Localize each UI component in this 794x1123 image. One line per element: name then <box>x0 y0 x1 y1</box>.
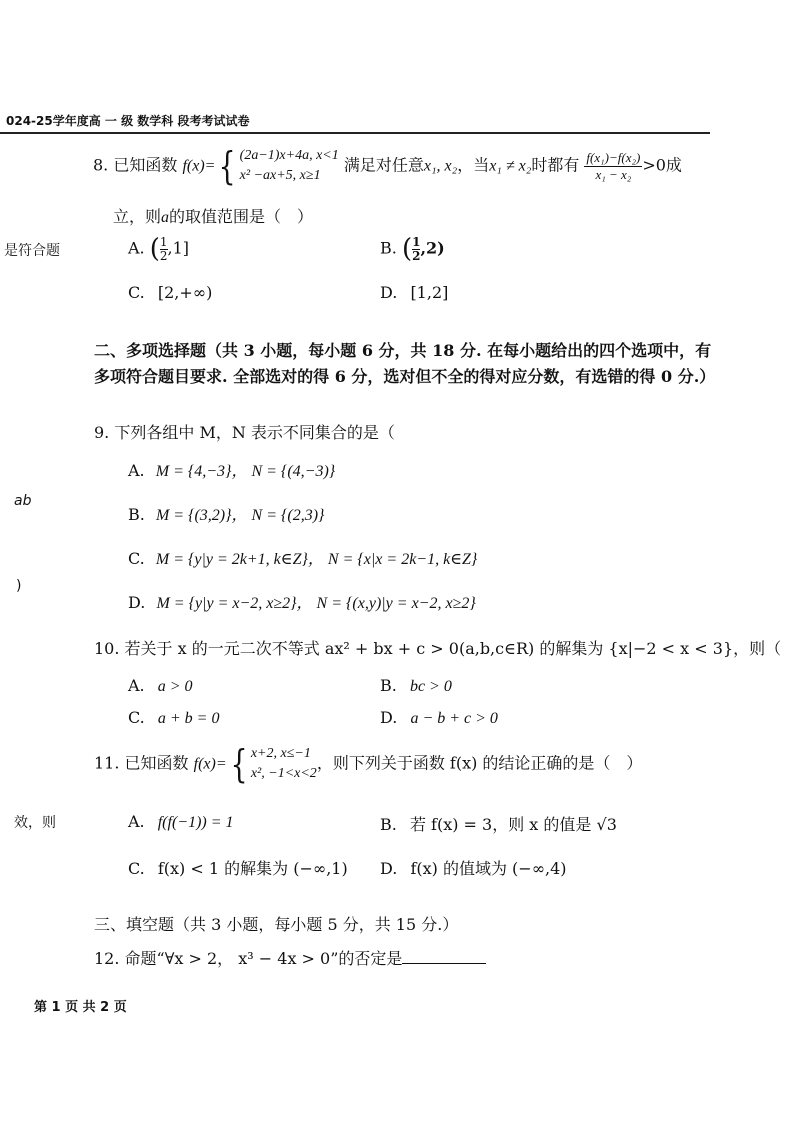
q8-option-d <box>380 283 448 302</box>
q11-text-b: ，则下列关于函数 f(x) 的结论正确的是（ ） <box>316 753 643 773</box>
q8-option-a-label: A. <box>128 238 145 258</box>
q9-option-d-text: M = {y|y = x−2, x≥2}， N = {(x,y)|y = x−2, x≥2} <box>156 595 476 612</box>
section-2-line-1: 二、多项选择题（共 3 小题，每小题 6 分，共 18 分. 在每小题给出的四个选项中，有 <box>94 341 712 360</box>
q8-option-b <box>380 234 445 264</box>
q11-number: 11. <box>94 753 120 773</box>
q8-option-a <box>128 234 189 264</box>
q8-line-2 <box>113 204 313 227</box>
q9-text: 下列各组中 M，N 表示不同集合的是（ <box>114 423 411 442</box>
q10-text: 若关于 x 的一元二次不等式 ax² + bx + c > 0(a,b,c∈R) 的解集为 {x|−2 < x < 3}，则（ <box>124 639 782 658</box>
q9-option-c-label: C. <box>128 549 145 568</box>
q9-option-a-text: M = {4,−3}， N = {(4,−3)} <box>155 463 336 480</box>
question-9 <box>94 420 411 443</box>
q11-case-2: x², −1<x<2 <box>250 766 317 781</box>
q9-option-d-label: D. <box>128 593 146 612</box>
q10-option-a <box>128 676 193 696</box>
q11-option-b <box>380 812 617 835</box>
q11-option-a <box>128 812 234 832</box>
q11-option-c-text: f(x) < 1 的解集为 (−∞,1) <box>157 859 348 878</box>
q8-cond: x₁ ≠ x₂ <box>489 157 532 175</box>
q8-fraction <box>584 150 642 183</box>
q9-option-b-text: M = {(3,2)}， N = {(2,3)} <box>155 507 325 524</box>
question-12 <box>94 946 486 969</box>
q8-option-b-num: 1 <box>412 234 421 249</box>
q10-option-c <box>128 708 219 728</box>
q10-option-a-text: a > 0 <box>157 678 193 695</box>
q8-option-d-label: D. <box>380 283 398 302</box>
q12-answer-blank[interactable] <box>402 949 486 964</box>
question-10 <box>94 636 781 659</box>
q8-option-c-label: C. <box>128 283 145 302</box>
q8-line2-end: 的取值范围是（ ） <box>169 207 314 226</box>
q10-option-c-text: a + b = 0 <box>157 710 220 727</box>
q11-option-d-text: f(x) 的值域为 (−∞,4) <box>410 859 567 878</box>
q9-option-b-label: B. <box>128 505 145 524</box>
q9-number: 9. <box>94 423 110 442</box>
q10-option-d <box>380 708 498 728</box>
q9-option-b <box>128 502 324 525</box>
q8-text-b: 满足对任意 <box>343 155 424 175</box>
section-2-line-2: 多项符合题目要求. 全部选对的得 6 分，选对但不全的得对应分数，有选错的得 0 分.） <box>94 367 716 386</box>
margin-note-4: 效，则 <box>14 815 56 831</box>
q11-text-a: 已知函数 <box>124 753 189 773</box>
q8-var-a: a <box>161 209 170 226</box>
q8-number: 8. <box>93 155 109 175</box>
q8-case-2: x² −ax+5, x≥1 <box>239 168 321 183</box>
margin-note-1: 是符合题 <box>4 243 60 259</box>
q11-brace: { <box>230 742 248 786</box>
q8-brace: { <box>219 144 237 188</box>
margin-note-3: ) <box>16 578 22 594</box>
q12-number: 12. <box>94 949 120 968</box>
q10-option-b-label: B. <box>380 676 397 695</box>
q11-option-d <box>380 856 567 879</box>
q12-text: 命题“∀x > 2， x³ − 4x > 0”的否定是 <box>124 949 403 968</box>
q9-option-d <box>128 590 476 613</box>
q8-line2-text: 立，则 <box>113 207 162 226</box>
q8-frac-denominator: x₁ − x₂ <box>595 166 632 182</box>
q8-option-a-paren: ( <box>149 234 160 264</box>
q10-option-b-text: bc > 0 <box>409 678 452 695</box>
question-8 <box>93 146 682 186</box>
q11-option-a-label: A. <box>128 812 145 831</box>
header-rule <box>0 132 710 134</box>
q8-text-a: 已知函数 <box>113 155 178 175</box>
q8-option-d-text: [1,2] <box>410 283 449 302</box>
q8-option-c-text: [2,+∞) <box>157 283 213 302</box>
q9-option-c <box>128 546 477 569</box>
page-footer: 第 1 页 共 2 页 <box>34 1000 127 1015</box>
q10-option-b <box>380 676 452 696</box>
q8-option-a-den: 2 <box>159 248 168 263</box>
q9-option-a-label: A. <box>128 461 145 480</box>
q8-option-b-paren: ( <box>401 234 413 264</box>
q11-option-b-text: 若 f(x) = 3，则 x 的值是 √3 <box>409 815 617 834</box>
q10-option-c-label: C. <box>128 708 145 727</box>
q8-cases <box>240 146 339 186</box>
q11-option-c-label: C. <box>128 859 145 878</box>
q8-text-c: ，当 <box>457 155 490 175</box>
q11-option-c <box>128 856 348 879</box>
section-2-title <box>94 338 715 390</box>
q8-option-c <box>128 283 212 302</box>
q8-option-b-label: B. <box>380 238 397 258</box>
q8-option-b-rest: ,2) <box>420 238 445 258</box>
q9-option-a <box>128 458 335 481</box>
q10-number: 10. <box>94 639 120 658</box>
question-11 <box>94 744 642 784</box>
q8-vars: x₁, x₂ <box>423 157 458 175</box>
q11-case-1: x+2, x≤−1 <box>250 746 311 761</box>
q8-frac-numerator: f(x₁)−f(x₂) <box>586 149 641 165</box>
q8-text-d: 时都有 <box>531 155 580 175</box>
q11-option-a-text: f(f(−1)) = 1 <box>157 814 234 831</box>
exam-header: 024-25学年度高 一 级 数学科 段考考试试卷 <box>6 114 250 128</box>
q11-cases <box>251 744 317 784</box>
q10-option-a-label: A. <box>128 676 145 695</box>
q8-option-a-rest: ,1] <box>167 238 190 258</box>
q8-func: f(x)= <box>182 157 216 175</box>
q9-option-c-text: M = {y|y = 2k+1, k∈Z}， N = {x|x = 2k−1, k∈Z} <box>155 551 478 568</box>
q10-option-d-label: D. <box>380 708 398 727</box>
q8-option-a-fraction <box>160 236 168 263</box>
q8-case-1: (2a−1)x+4a, x<1 <box>239 148 339 163</box>
margin-note-2: ab <box>14 493 32 509</box>
q8-option-a-num: 1 <box>159 234 168 249</box>
q11-option-d-label: D. <box>380 859 398 878</box>
q11-option-b-label: B. <box>380 815 397 834</box>
q8-option-b-den: 2 <box>412 248 421 263</box>
q11-func: f(x)= <box>193 755 227 773</box>
section-3-title: 三、填空题（共 3 小题，每小题 5 分，共 15 分.） <box>94 915 459 934</box>
q10-option-d-text: a − b + c > 0 <box>410 710 498 727</box>
q8-tail: >0成 <box>642 155 682 175</box>
